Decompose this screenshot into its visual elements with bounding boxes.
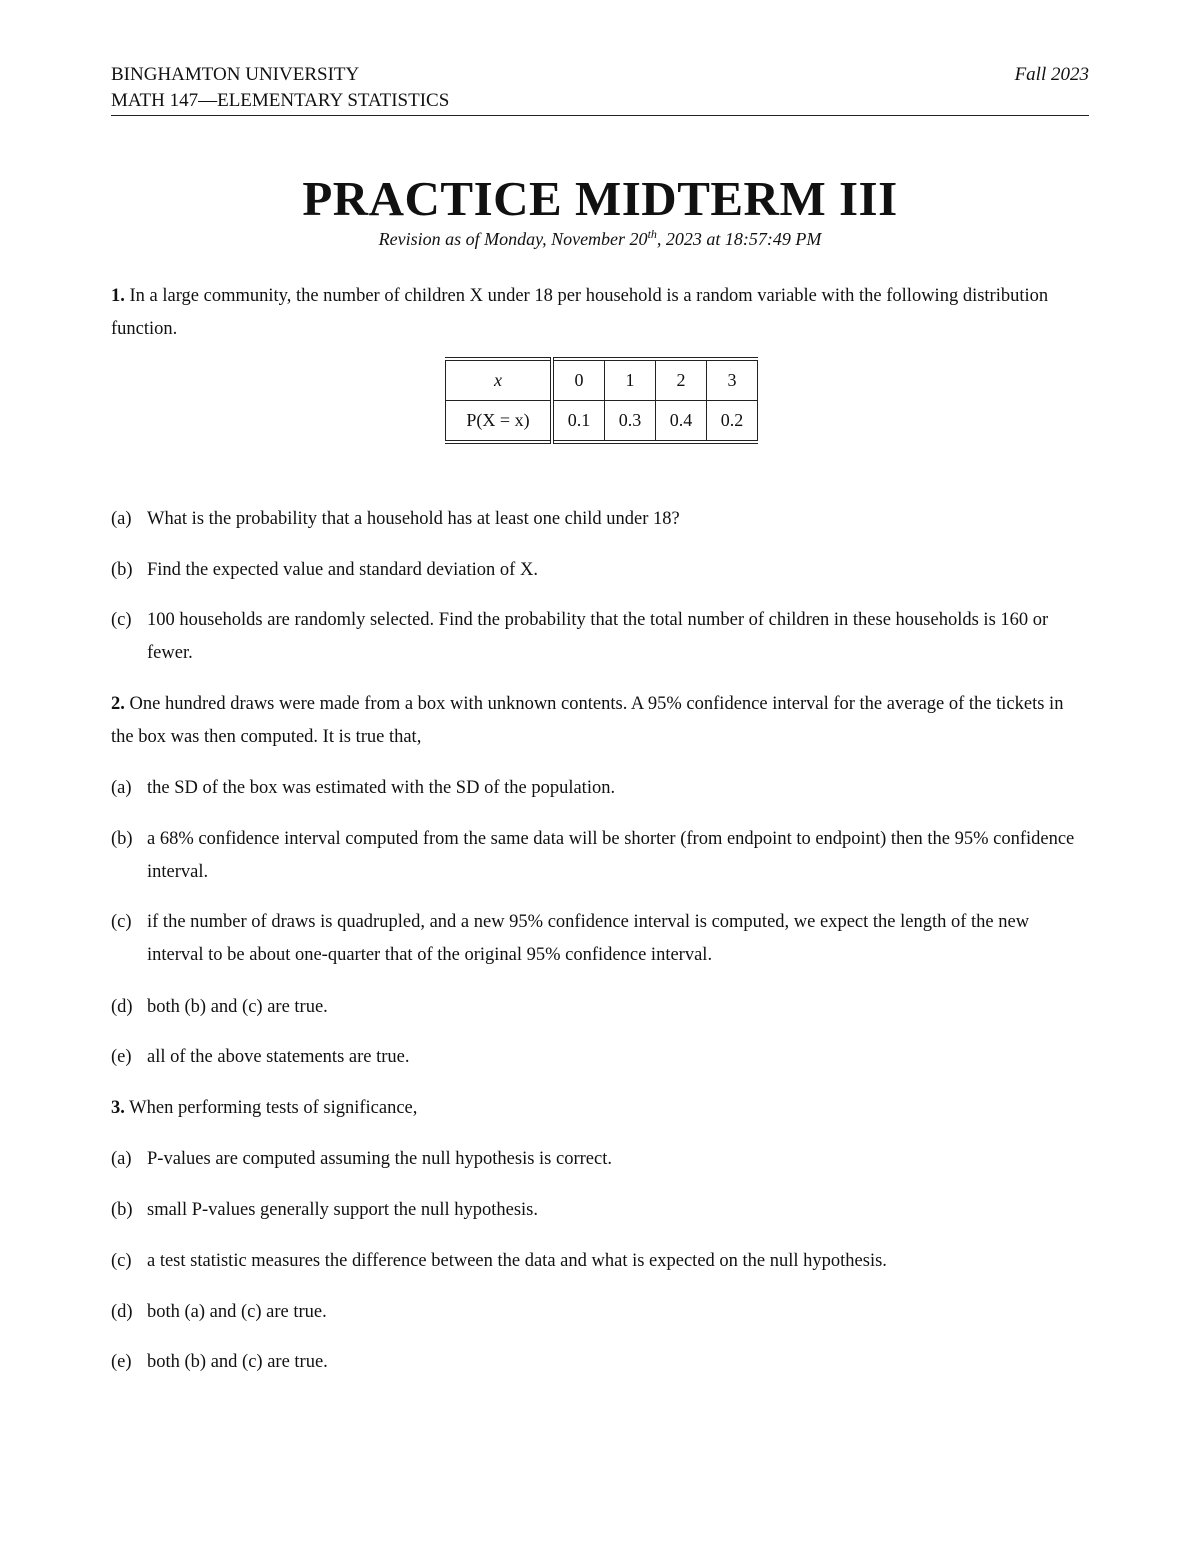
list-item: [111, 554, 1089, 587]
distribution-table: [445, 357, 758, 444]
item-text: Find the expected value and standard deviation of X.: [147, 560, 538, 580]
revision-line: [111, 227, 1089, 250]
table-cell: 2: [656, 359, 707, 401]
item-text: both (b) and (c) are true.: [147, 1352, 328, 1372]
item-label: (c): [111, 912, 132, 932]
item-text: all of the above statements are true.: [147, 1047, 410, 1067]
table-cell: 0.4: [656, 401, 707, 443]
question-text: In a large community, the number of children X under 18 per household is a random variable with the following distribution function.: [111, 286, 1049, 339]
item-label: (d): [111, 1302, 133, 1322]
revision-prefix: Revision as of Monday, November 20: [378, 229, 648, 249]
header-rule: [111, 115, 1089, 116]
list-item: [111, 1296, 1089, 1329]
item-label: (b): [111, 560, 133, 580]
list-item: [111, 604, 1089, 670]
list-item: [111, 1041, 1089, 1074]
question-number: 2.: [111, 694, 125, 714]
table-cell: 0.3: [605, 401, 656, 443]
item-label: (a): [111, 778, 132, 798]
list-item: [111, 823, 1089, 889]
list-item: [111, 1346, 1089, 1379]
table-row: [446, 401, 758, 443]
item-text: both (b) and (c) are true.: [147, 997, 328, 1017]
table-cell: 3: [707, 359, 758, 401]
table-cell: 0: [552, 359, 605, 401]
item-text: small P-values generally support the null hypothesis.: [147, 1200, 539, 1220]
table-row: [446, 359, 758, 401]
term-label: Fall 2023: [1014, 64, 1089, 85]
item-label: (c): [111, 1251, 132, 1271]
question-1: [111, 280, 1089, 346]
list-item: [111, 772, 1089, 805]
page-title: PRACTICE MIDTERM III: [302, 171, 898, 226]
item-label: (a): [111, 509, 132, 529]
list-item: [111, 991, 1089, 1024]
item-label: (b): [111, 829, 133, 849]
question-text: One hundred draws were made from a box with unknown contents. A 95% confidence interval for the average of the tickets in the box was then computed. It is true that,: [111, 694, 1064, 747]
document-page: [111, 60, 1089, 1372]
item-label: (e): [111, 1352, 132, 1372]
item-text: 100 households are randomly selected. Find the probability that the total number of children in these households is 160 or fewer.: [147, 610, 1049, 663]
list-item: [111, 1245, 1089, 1278]
table-cell: 1: [605, 359, 656, 401]
table-cell: 0.2: [707, 401, 758, 443]
item-text: a test statistic measures the difference between the data and what is expected on the null hypothesis.: [147, 1251, 887, 1271]
item-text: the SD of the box was estimated with the SD of the population.: [147, 778, 616, 798]
list-item: [111, 503, 1089, 536]
item-label: (a): [111, 1149, 132, 1169]
item-label: (c): [111, 610, 132, 630]
table-row-header: x: [446, 359, 553, 401]
list-item: [111, 1143, 1089, 1176]
item-text: What is the probability that a household has at least one child under 18?: [147, 509, 680, 529]
item-label: (e): [111, 1047, 132, 1067]
item-label: (b): [111, 1200, 133, 1220]
item-text: a 68% confidence interval computed from the same data will be shorter (from endpoint to endpoint) then the 95% confidence interval.: [147, 829, 1075, 882]
university-name: BINGHAMTON UNIVERSITY: [111, 64, 360, 85]
question-3: [111, 1092, 1089, 1125]
question-2: [111, 688, 1089, 754]
list-item: [111, 906, 1089, 972]
table-cell: 0.1: [552, 401, 605, 443]
revision-sup: th: [647, 227, 657, 241]
list-item: [111, 1194, 1089, 1227]
revision-suffix: , 2023 at 18:57:49 PM: [656, 229, 822, 249]
course-name: MATH 147—ELEMENTARY STATISTICS: [111, 90, 450, 111]
header-left: [111, 62, 449, 114]
question-text: When performing tests of significance,: [129, 1098, 418, 1118]
item-label: (d): [111, 997, 133, 1017]
item-text: if the number of draws is quadrupled, and a new 95% confidence interval is computed, we expect the length of the new interval to be about one-quarter that of the original 95% confidence interval.: [147, 912, 1030, 965]
question-number: 1.: [111, 286, 125, 306]
page-header: [111, 60, 1089, 114]
item-text: P-values are computed assuming the null hypothesis is correct.: [147, 1149, 612, 1169]
question-number: 3.: [111, 1098, 125, 1118]
table-row-header: P(X = x): [446, 401, 553, 443]
item-text: both (a) and (c) are true.: [147, 1302, 327, 1322]
